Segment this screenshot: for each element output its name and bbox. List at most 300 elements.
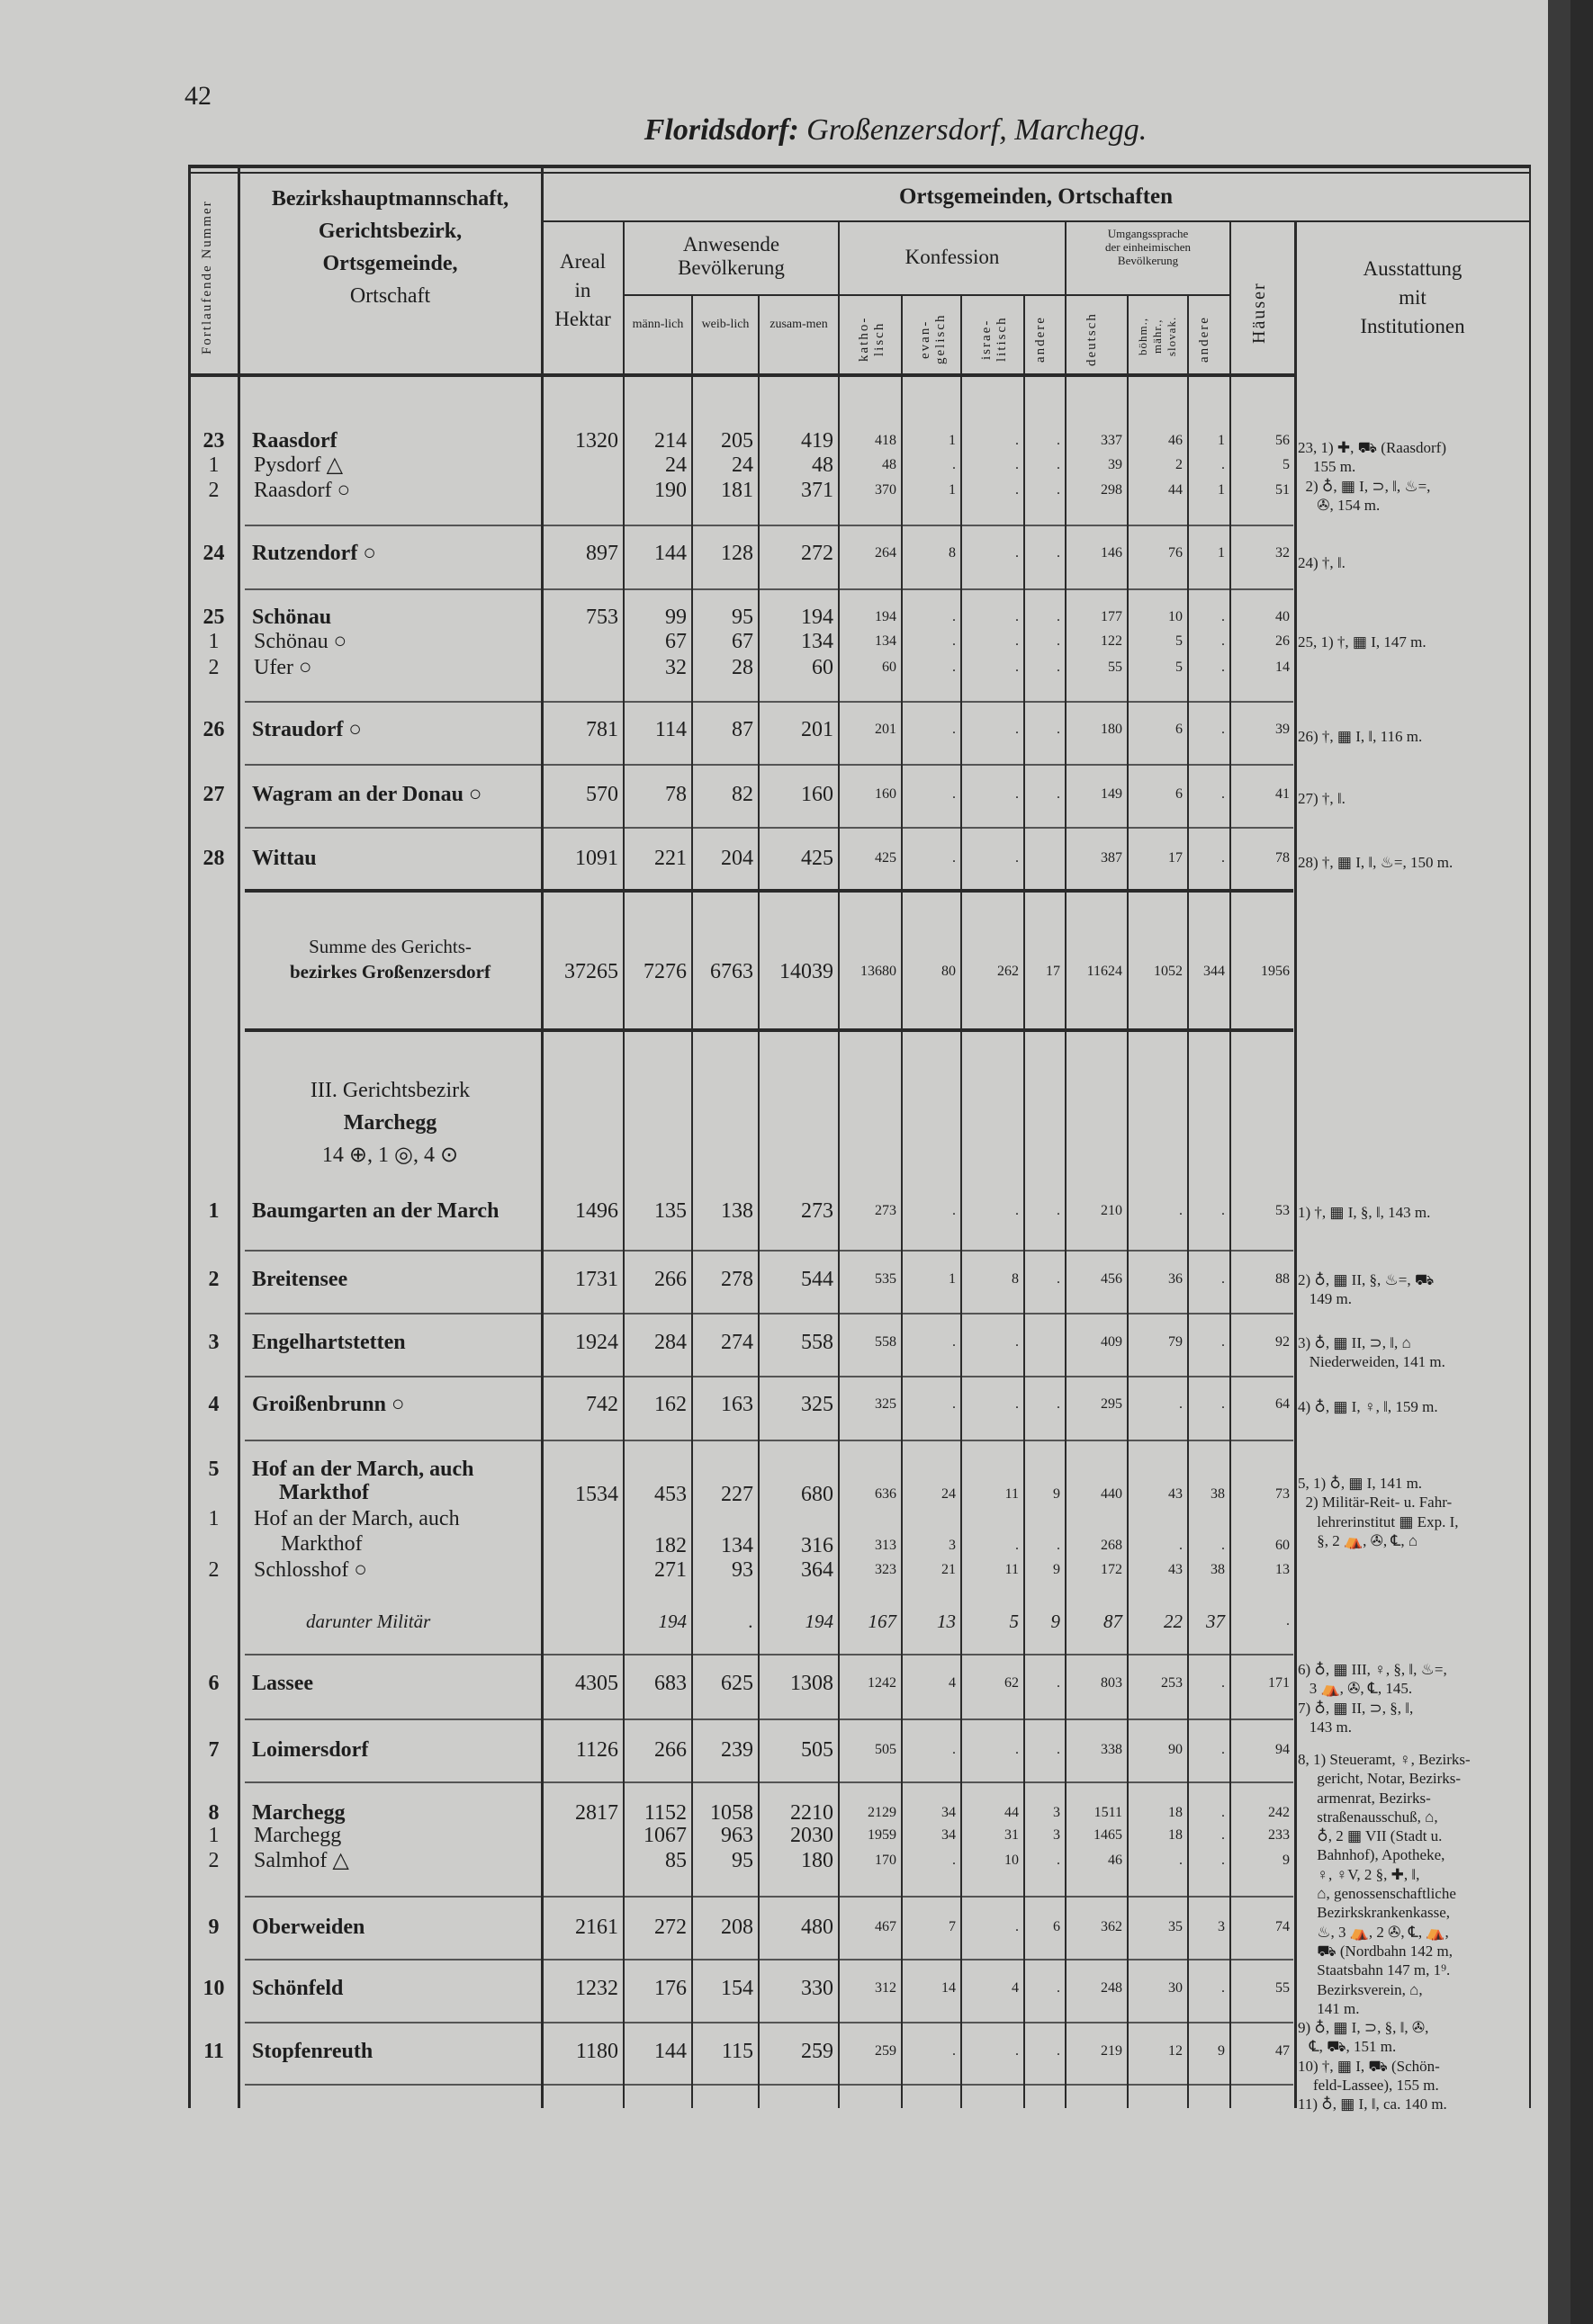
cell-value: 194 — [658, 1611, 687, 1632]
cell-value: 60 — [812, 656, 833, 679]
header-konfession: Konfession — [904, 246, 1000, 268]
cell-value: 41 — [1275, 786, 1290, 802]
cell-value: 4 — [1012, 1980, 1019, 1996]
header-line: Bevölkerung — [1117, 253, 1179, 267]
note-line: ✇, 154 m. — [1298, 496, 1381, 514]
cell-value: 205 — [721, 429, 753, 453]
row-number: 2 — [208, 1849, 220, 1872]
place-name: bezirkes Großenzersdorf — [290, 961, 490, 983]
cell-value: . — [1057, 722, 1060, 737]
note-line: 23, 1) ✚, ⛟ (Raasdorf) — [1298, 439, 1446, 456]
cell-value: 160 — [801, 783, 833, 806]
cell-value: 1091 — [575, 847, 618, 870]
header-ortsgemeinden: Ortsgemeinden, Ortschaften — [898, 184, 1174, 209]
note-line: 28) †, ▦ I, ǁ, ♨=, 150 m. — [1298, 854, 1454, 871]
cell-value: . — [1221, 660, 1225, 675]
row-separator — [245, 1959, 1293, 1961]
cell-value: . — [1057, 2043, 1060, 2059]
cell-value: 94 — [1275, 1742, 1290, 1757]
rule-ortsgemeinden — [542, 220, 1530, 222]
row-number: 1 — [208, 1199, 220, 1223]
cell-value: 6763 — [710, 960, 753, 983]
note-line: ♀, ♀V, 2 §, ✚, ǁ, — [1298, 1865, 1420, 1883]
cell-value: . — [1221, 786, 1225, 802]
row-number: 1 — [208, 1824, 220, 1847]
cell-value: 44 — [1168, 482, 1183, 498]
cell-value: . — [1179, 1203, 1183, 1218]
cell-value: 90 — [1168, 1742, 1183, 1757]
cell-value: 1052 — [1154, 964, 1183, 979]
header-katholisch: katho-lisch — [857, 316, 886, 363]
cell-value: . — [1221, 1271, 1225, 1287]
cell-value: . — [1221, 457, 1225, 472]
cell-value: 6 — [1053, 1919, 1060, 1934]
row-number: 27 — [202, 783, 225, 806]
page-number: 42 — [184, 81, 212, 111]
cell-value: 9 — [1053, 1486, 1060, 1502]
cell-value: 32 — [1275, 545, 1290, 561]
cell-value: 79 — [1168, 1334, 1183, 1350]
cell-value: . — [952, 850, 956, 866]
cell-value: . — [1221, 1538, 1225, 1553]
cell-value: 2161 — [575, 1916, 618, 1939]
cell-value: 364 — [801, 1558, 833, 1582]
header-areal — [542, 247, 624, 334]
note-block — [1298, 789, 1532, 808]
rule-header-bottom — [189, 373, 1295, 377]
cell-value: 284 — [654, 1331, 687, 1354]
cell-value: . — [1057, 660, 1060, 675]
cell-value: 248 — [1101, 1980, 1122, 1996]
row-number: 3 — [208, 1331, 220, 1354]
cell-value: 312 — [875, 1980, 896, 1996]
header-boehmisch: böhm., mähr., slovak. — [1136, 316, 1178, 357]
cell-value: 425 — [801, 847, 833, 870]
cell-value: 43 — [1168, 1486, 1183, 1502]
note-line: §, 2 ⛺, ✇, ℄, ⌂ — [1298, 1531, 1418, 1549]
header-line: Hektar — [554, 308, 611, 330]
cell-value: 122 — [1101, 633, 1122, 649]
row-number: 25 — [202, 606, 225, 629]
note-line: 9) ♁, ▦ I, ⊃, §, ǁ, ✇, — [1298, 2019, 1429, 2037]
place-name: Breitensee — [252, 1268, 348, 1291]
cell-value: 298 — [1101, 482, 1122, 498]
cell-value: 636 — [875, 1486, 896, 1502]
note-line: 149 m. — [1298, 1290, 1352, 1308]
cell-value: . — [1015, 1203, 1019, 1218]
cell-value: 1924 — [575, 1331, 618, 1354]
cell-value: 87 — [1103, 1611, 1122, 1632]
note-line: ⌂, genossenschaftliche — [1298, 1885, 1456, 1903]
rule-top — [189, 165, 1530, 168]
cell-value: 5 — [1009, 1611, 1019, 1632]
cell-value: 163 — [721, 1393, 753, 1416]
row-number: 23 — [202, 429, 225, 453]
cell-value: 625 — [721, 1672, 753, 1695]
cell-value: 26 — [1275, 633, 1290, 649]
cell-value: 233 — [1268, 1827, 1290, 1843]
cell-value: 5 — [1175, 660, 1183, 675]
cell-value: 44 — [1004, 1805, 1019, 1820]
cell-value: 7276 — [644, 960, 687, 983]
rule-konf — [839, 294, 1066, 296]
cell-value: . — [1221, 722, 1225, 737]
cell-value: 51 — [1275, 482, 1290, 498]
place-name: Markthof — [281, 1532, 363, 1556]
cell-value: 128 — [721, 542, 753, 565]
note-line: 27) †, ǁ. — [1298, 790, 1346, 807]
cell-value — [1024, 847, 1060, 870]
place-name: Oberweiden — [252, 1916, 365, 1939]
row-separator — [245, 1250, 1293, 1252]
cell-value — [1024, 1331, 1060, 1354]
note-line: 2) ♁, ▦ I, ⊃, ǁ, ♨=, — [1298, 477, 1431, 495]
cell-value: 56 — [1275, 433, 1290, 448]
cell-value: . — [1015, 457, 1019, 472]
cell-value: 76 — [1168, 545, 1183, 561]
place-name: Marchegg — [254, 1824, 342, 1847]
note-line: gericht, Notar, Bezirks- — [1298, 1770, 1462, 1788]
cell-value: 5 — [1282, 457, 1290, 472]
cell-value: 34 — [941, 1805, 956, 1820]
cell-value: 93 — [732, 1558, 753, 1582]
cell-value: 62 — [1004, 1675, 1019, 1691]
cell-value: 28 — [732, 656, 753, 679]
cell-value: 30 — [1168, 1980, 1183, 1996]
cell-value: 95 — [732, 1849, 753, 1872]
cell-value: 10 — [1004, 1853, 1019, 1868]
cell-value: 337 — [1101, 433, 1122, 448]
cell-value — [542, 1849, 618, 1872]
cell-value: 201 — [875, 722, 896, 737]
cell-value: . — [1057, 1853, 1060, 1868]
cell-value: 266 — [654, 1268, 687, 1291]
cell-value: 204 — [721, 847, 753, 870]
cell-value: 37265 — [564, 960, 618, 983]
cell-value: 456 — [1101, 1271, 1122, 1287]
row-separator — [245, 2022, 1293, 2023]
cell-value: 47 — [1275, 2043, 1290, 2059]
cell-value: 9 — [1218, 2043, 1225, 2059]
note-line: Staatsbahn 147 m, 1⁹. — [1298, 1961, 1451, 1979]
row-separator — [245, 764, 1293, 766]
header-line: mit — [1399, 286, 1426, 309]
cell-value: . — [1015, 545, 1019, 561]
cell-value: . — [952, 660, 956, 675]
cell-value: 963 — [721, 1824, 753, 1847]
place-name: Lassee — [252, 1672, 313, 1695]
cell-value: . — [1057, 1396, 1060, 1412]
cell-value: 221 — [654, 847, 687, 870]
cell-value: 419 — [801, 429, 833, 453]
cell-value: . — [1015, 482, 1019, 498]
row-number: 1 — [208, 1507, 220, 1530]
header-andere-umg: andere — [1197, 316, 1211, 363]
note-block — [1298, 1660, 1532, 1736]
cell-value: 13 — [937, 1611, 956, 1632]
cell-value: . — [1015, 786, 1019, 802]
row-separator — [245, 701, 1293, 703]
cell-value: 1 — [949, 482, 956, 498]
cell-value: 24 — [665, 453, 687, 477]
cell-value: . — [1286, 1613, 1290, 1629]
cell-value: 781 — [586, 718, 618, 741]
cell-value: 316 — [801, 1534, 833, 1557]
cell-value: . — [952, 1396, 956, 1412]
cell-value: 144 — [654, 542, 687, 565]
cell-value: . — [1221, 1827, 1225, 1843]
header-line: Areal — [559, 250, 607, 273]
row-number: 28 — [202, 847, 225, 870]
cell-value: 1 — [1218, 433, 1225, 448]
cell-value: . — [1221, 1396, 1225, 1412]
cell-value: . — [1015, 660, 1019, 675]
cell-value: . — [1057, 786, 1060, 802]
cell-value: 262 — [997, 964, 1019, 979]
sum-rule-top — [245, 889, 1293, 893]
row-separator — [245, 2084, 1293, 2086]
cell-value: 253 — [1161, 1675, 1183, 1691]
cell-value: . — [1057, 609, 1060, 624]
place-name: Raasdorf ○ — [254, 479, 351, 502]
cell-value: . — [1015, 850, 1019, 866]
note-line: Niederweiden, 141 m. — [1298, 1353, 1445, 1371]
cell-value: 897 — [586, 542, 618, 565]
cell-value: 387 — [1101, 850, 1122, 866]
place-name: Wittau — [252, 847, 317, 870]
cell-value: 115 — [721, 2040, 753, 2063]
place-name: Baumgarten an der March — [252, 1199, 500, 1223]
note-line: Bezirksverein, ⌂, — [1298, 1980, 1423, 1998]
cell-value — [542, 1824, 618, 1847]
place-name: Wagram an der Donau ○ — [252, 783, 482, 806]
header-israelitisch: israe-litisch — [979, 316, 1009, 363]
cell-value: . — [1057, 1203, 1060, 1218]
cell-value: 440 — [1101, 1486, 1122, 1502]
cell-value: 313 — [875, 1538, 896, 1553]
note-line: feld-Lassee), 155 m. — [1298, 2077, 1439, 2095]
cell-value: 144 — [654, 2040, 687, 2063]
cell-value: 266 — [654, 1738, 687, 1762]
cell-value: . — [1015, 1919, 1019, 1934]
row-number: 2 — [208, 479, 220, 502]
cell-value: 7 — [949, 1919, 956, 1934]
cell-value: 194 — [801, 606, 833, 629]
cell-value: 3 — [949, 1538, 956, 1553]
cell-value: 264 — [875, 545, 896, 561]
cell-value: 8 — [1012, 1271, 1019, 1287]
cell-value: 46 — [1108, 1853, 1122, 1868]
row-number: 10 — [202, 1977, 225, 2000]
header-line: Ortsgemeinde, — [322, 252, 458, 275]
cell-value: 535 — [875, 1271, 896, 1287]
cell-value: . — [1057, 1675, 1060, 1691]
header-haeuser: Häuser — [1249, 282, 1269, 345]
cell-value: . — [1221, 1675, 1225, 1691]
cell-value: . — [1221, 1742, 1225, 1757]
cell-value: 1465 — [1094, 1827, 1122, 1843]
place-name: Markthof — [279, 1481, 369, 1504]
cell-value: . — [1057, 1271, 1060, 1287]
note-line: 3 ⛺, ✇, ℄, 145. — [1298, 1680, 1413, 1698]
cell-value: . — [1015, 633, 1019, 649]
cell-value: 1242 — [868, 1675, 896, 1691]
cell-value: 323 — [875, 1562, 896, 1577]
cell-value: 4305 — [575, 1672, 618, 1695]
row-separator — [245, 1654, 1293, 1656]
cell-value — [542, 479, 618, 502]
cell-value: . — [1057, 482, 1060, 498]
cell-value: . — [952, 2043, 956, 2059]
cell-value: . — [1015, 722, 1019, 737]
cell-value: 78 — [1275, 850, 1290, 866]
cell-value — [542, 1610, 618, 1633]
row-separator — [245, 1376, 1293, 1377]
note-line: 2) Militär-Reit- u. Fahr- — [1298, 1494, 1453, 1512]
place-name: 14 ⊕, 1 ◎, 4 ⊙ — [321, 1144, 459, 1167]
cell-value: 87 — [732, 718, 753, 741]
cell-value: 8 — [949, 545, 956, 561]
cell-value: . — [1015, 1538, 1019, 1553]
cell-value: . — [1057, 457, 1060, 472]
note-block — [1298, 1397, 1532, 1416]
row-number: 8 — [208, 1801, 220, 1825]
cell-value — [542, 1558, 618, 1582]
cell-value: . — [1015, 2043, 1019, 2059]
cell-value: 272 — [654, 1916, 687, 1939]
row-separator — [245, 1313, 1293, 1315]
cell-value: 544 — [801, 1268, 833, 1291]
cell-value: 1 — [1218, 482, 1225, 498]
cell-value: . — [1221, 1805, 1225, 1820]
cell-value: 14039 — [779, 960, 833, 983]
note-line: ♁, 2 ▦ VII (Stadt u. — [1298, 1827, 1443, 1845]
cell-value: . — [1015, 1396, 1019, 1412]
cell-value: . — [1221, 633, 1225, 649]
cell-value: 80 — [941, 964, 956, 979]
cell-value: 37 — [1206, 1611, 1225, 1632]
note-line: ℄, ⛟, 151 m. — [1298, 2038, 1397, 2056]
note-block — [1298, 1333, 1532, 1372]
note-line: 6) ♁, ▦ III, ♀, §, ǁ, ♨=, — [1298, 1661, 1447, 1678]
place-name: Schlosshof ○ — [254, 1558, 367, 1582]
cell-value: . — [952, 1853, 956, 1868]
note-line: ⛟ (Nordbahn 142 m, — [1298, 1942, 1454, 1960]
cell-value: 2030 — [790, 1824, 833, 1847]
cell-value: 1 — [949, 433, 956, 448]
cell-value: 39 — [1108, 457, 1122, 472]
cell-value: 176 — [654, 1977, 687, 2000]
cell-value: 10 — [1168, 609, 1183, 624]
cell-value: . — [952, 1742, 956, 1757]
cell-value: 13 — [1275, 1562, 1290, 1577]
cell-value: 683 — [654, 1672, 687, 1695]
cell-value: 180 — [801, 1849, 833, 1872]
place-name: Straudorf ○ — [252, 718, 362, 741]
cell-value: 17 — [1168, 850, 1183, 866]
note-block — [1298, 1474, 1532, 1550]
cell-value: 11624 — [1086, 964, 1122, 979]
note-block — [1298, 1270, 1532, 1309]
cell-value: 39 — [1275, 722, 1290, 737]
cell-value: 1308 — [790, 1672, 833, 1695]
place-name: Hof an der March, auch — [254, 1507, 460, 1530]
cell-value: 88 — [1275, 1271, 1290, 1287]
header-bevoelkerung — [624, 233, 839, 281]
cell-value: . — [952, 457, 956, 472]
row-number: 5 — [208, 1458, 220, 1481]
cell-value: . — [1057, 545, 1060, 561]
note-line: 8, 1) Steueramt, ♀, Bezirks- — [1298, 1751, 1471, 1768]
cell-value: 2 — [1175, 457, 1183, 472]
cell-value: 753 — [586, 606, 618, 629]
cell-value: 201 — [801, 718, 833, 741]
cell-value: . — [952, 786, 956, 802]
header-lfd-nr: Fortlaufende Nummer — [200, 200, 214, 354]
row-separator — [245, 827, 1293, 829]
cell-value: 1496 — [575, 1199, 618, 1223]
cell-value: 330 — [801, 1977, 833, 2000]
place-name: Marchegg — [343, 1111, 437, 1135]
row-number: 1 — [208, 453, 220, 477]
cell-value: 272 — [801, 542, 833, 565]
place-name: Raasdorf — [252, 429, 338, 453]
note-block — [1298, 438, 1532, 515]
cell-value: 135 — [654, 1199, 687, 1223]
cell-value: . — [1057, 1980, 1060, 1996]
cell-value: 558 — [801, 1331, 833, 1354]
cell-value: 295 — [1101, 1396, 1122, 1412]
cell-value: . — [1179, 1538, 1183, 1553]
cell-value: 149 — [1101, 786, 1122, 802]
statistics-table — [189, 165, 1530, 2113]
header-line: Bevölkerung — [678, 256, 785, 280]
rule-umg — [1066, 294, 1230, 296]
cell-value: 60 — [882, 660, 896, 675]
cell-value: 259 — [801, 2040, 833, 2063]
cell-value: 325 — [875, 1396, 896, 1412]
cell-value: 38 — [1210, 1562, 1225, 1577]
cell-value: 13680 — [860, 964, 896, 979]
cell-value: 273 — [801, 1199, 833, 1223]
place-name: Groißenbrunn ○ — [252, 1393, 405, 1416]
cell-value: 274 — [721, 1331, 753, 1354]
cell-value: 239 — [721, 1738, 753, 1762]
cell-value: 425 — [875, 850, 896, 866]
cell-value: . — [1179, 1853, 1183, 1868]
cell-value: . — [1057, 1742, 1060, 1757]
cell-value: 1 — [949, 1271, 956, 1287]
place-name: III. Gerichtsbezirk — [310, 1079, 471, 1102]
cell-value: 362 — [1101, 1919, 1122, 1934]
cell-value: . — [1015, 1334, 1019, 1350]
cell-value: 371 — [801, 479, 833, 502]
cell-value: 1232 — [575, 1977, 618, 2000]
note-block — [1298, 853, 1532, 872]
cell-value: 11 — [1004, 1562, 1019, 1577]
note-line: 25, 1) †, ▦ I, 147 m. — [1298, 633, 1426, 651]
rule-top-2 — [189, 172, 1530, 174]
cell-value: 480 — [801, 1916, 833, 1939]
note-line: 26) †, ▦ I, ǁ, 116 m. — [1298, 728, 1423, 745]
page-title — [0, 113, 1593, 148]
cell-value: 48 — [812, 453, 833, 477]
sum-rule-bottom — [245, 1028, 1293, 1032]
cell-value: 3 — [1053, 1827, 1060, 1843]
cell-value: 505 — [801, 1738, 833, 1762]
note-block — [1298, 1750, 1532, 2114]
cell-value: 134 — [875, 633, 896, 649]
